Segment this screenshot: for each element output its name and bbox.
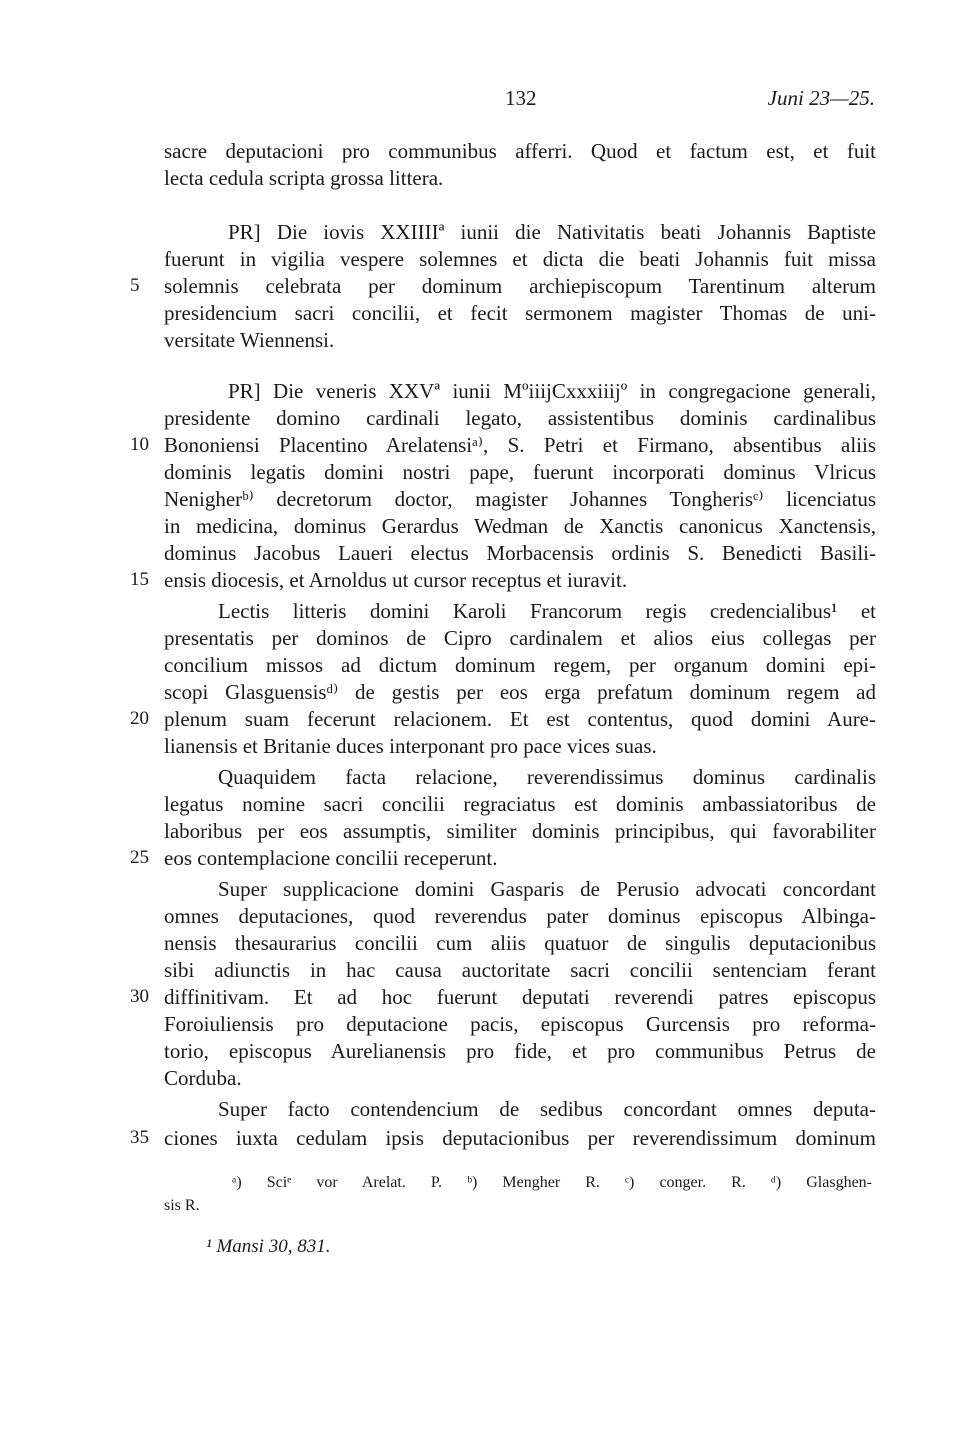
body-line: solemnis celebrata per dominum archiepiscopum Tarentinum alterum (164, 274, 876, 298)
variant-footnote: ᵃ) Sciᵉ vor Arelat. P. ᵇ) Mengher R. ᶜ) conger. R. ᵈ) Glasghen- (232, 1174, 872, 1191)
body-line: PR] Die veneris XXVª iunii MºiiijCxxxiiijº in congregacione generali, (228, 379, 876, 403)
variant-footnote: sis R. (164, 1197, 200, 1214)
line-number: 25 (130, 847, 149, 868)
body-line: legatus nomine sacri concilii regraciatus est dominis ambassiatoribus de (164, 792, 876, 816)
body-line: versitate Wiennensi. (164, 328, 335, 352)
body-line: plenum suam fecerunt relacionem. Et est contentus, quod domini Aure- (164, 707, 876, 731)
body-line: lianensis et Britanie duces interponant pro pace vices suas. (164, 734, 657, 758)
body-line: scopi Glasguensisᵈ⁾ de gestis per eos erga prefatum dominum regem ad (164, 680, 876, 704)
body-line: ensis diocesis, et Arnoldus ut cursor receptus et iuravit. (164, 568, 628, 592)
body-line: omnes deputaciones, quod reverendus pater dominus episcopus Albinga- (164, 904, 876, 928)
body-line: nensis thesaurarius concilii cum aliis quatuor de singulis deputacionibus (164, 931, 876, 955)
body-line: presentatis per dominos de Cipro cardinalem et alios eius collegas per (164, 626, 876, 650)
body-line: eos contemplacione concilii receperunt. (164, 846, 498, 870)
body-line: Lectis litteris domini Karoli Francorum regis credencialibus¹ et (218, 599, 876, 623)
line-number: 15 (130, 569, 149, 590)
body-line: Super supplicacione domini Gasparis de Perusio advocati concordant (218, 877, 876, 901)
body-line: concilium missos ad dictum dominum regem, per organum domini epi- (164, 653, 876, 677)
line-number: 35 (130, 1127, 149, 1148)
line-number: 5 (130, 275, 140, 296)
body-line: sibi adiunctis in hac causa auctoritate sacri concilii sentenciam ferant (164, 958, 876, 982)
body-line: torio, episcopus Aurelianensis pro fide, et pro communibus Petrus de (164, 1039, 876, 1063)
body-line: Nenigherᵇ⁾ decretorum doctor, magister Johannes Tongherisᶜ⁾ licenciatus (164, 487, 876, 511)
line-number: 20 (130, 708, 149, 729)
body-line: Super facto contendencium de sedibus concordant omnes deputa- (218, 1097, 876, 1121)
page-header (160, 86, 875, 114)
body-line: diffinitivam. Et ad hoc fuerunt deputati reverendi patres episcopus (164, 985, 876, 1009)
body-line: fuerunt in vigilia vespere solemnes et dicta die beati Johannis fuit missa (164, 247, 876, 271)
body-line: Quaquidem facta relacione, reverendissimus dominus cardinalis (218, 765, 876, 789)
body-line: in medicina, dominus Gerardus Wedman de Xanctis canonicus Xanctensis, (164, 514, 876, 538)
body-line: sacre deputacioni pro communibus afferri. Quod et factum est, et fuit (164, 139, 876, 163)
body-line: lecta cedula scripta grossa littera. (164, 166, 444, 190)
source-footnote: ¹ Mansi 30, 831. (206, 1236, 331, 1257)
body-line: laboribus per eos assumptis, similiter dominis principibus, qui favorabiliter (164, 819, 876, 843)
line-number: 10 (130, 434, 149, 455)
body-line: Bononiensi Placentino Arelatensiᵃ⁾, S. Petri et Firmano, absentibus aliis (164, 433, 876, 457)
page-number: 132 (505, 86, 537, 110)
body-line: PR] Die iovis XXIIIIª iunii die Nativitatis beati Johannis Baptiste (228, 220, 876, 244)
running-head-date: Juni 23—25. (767, 86, 875, 110)
body-line: presidente domino cardinali legato, assistentibus dominis cardinalibus (164, 406, 876, 430)
body-line: dominis legatis domini nostri pape, fuerunt incorporati dominus Vlricus (164, 460, 876, 484)
line-number: 30 (130, 986, 149, 1007)
body-line: ciones iuxta cedulam ipsis deputacionibus per reverendissimum dominum (164, 1126, 876, 1150)
body-line: dominus Jacobus Laueri electus Morbacensis ordinis S. Benedicti Basili- (164, 541, 876, 565)
body-line: Foroiuliensis pro deputacione pacis, episcopus Gurcensis pro reforma- (164, 1012, 876, 1036)
body-line: Corduba. (164, 1066, 242, 1090)
body-line: presidencium sacri concilii, et fecit sermonem magister Thomas de uni- (164, 301, 876, 325)
